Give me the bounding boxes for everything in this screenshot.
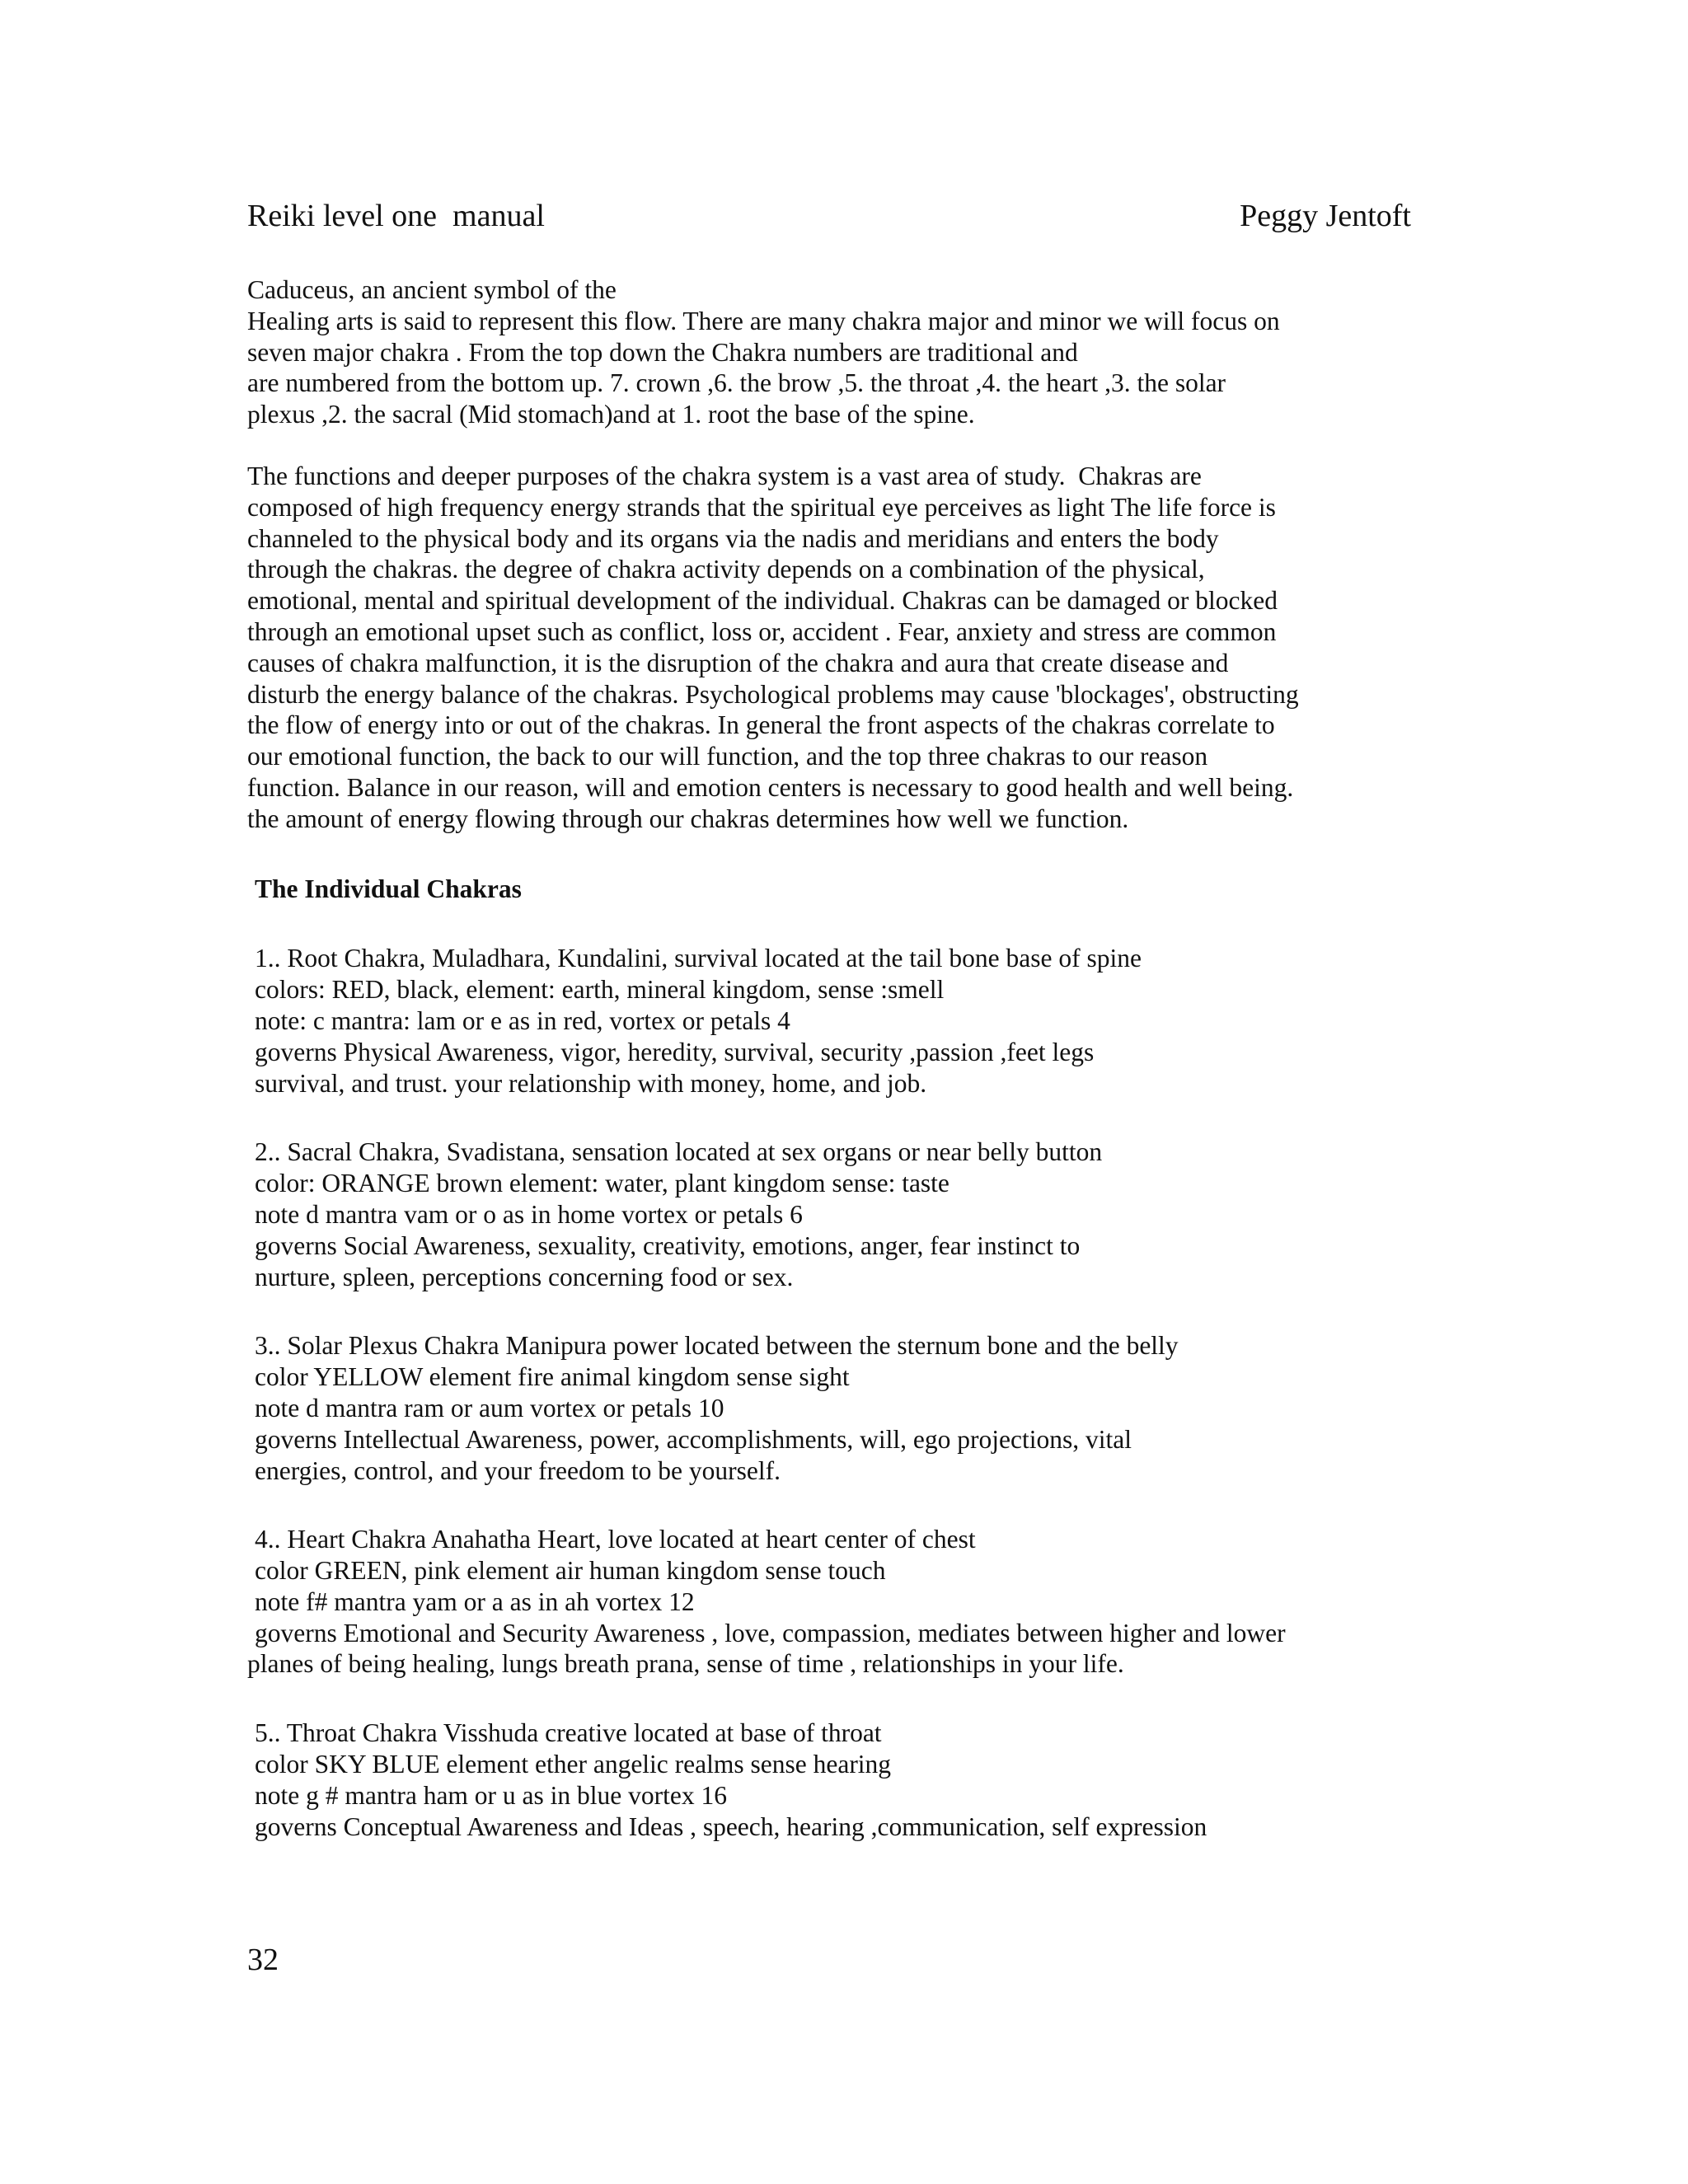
- chakra-entry-heart: [247, 1524, 1434, 1680]
- chakra-entry-root: [247, 943, 1434, 1099]
- chakra-line: planes of being healing, lungs breath prana, sense of time , relationships in your life.: [247, 1649, 1124, 1679]
- author-name: Peggy Jentoft: [1240, 199, 1411, 233]
- paragraph-line: composed of high frequency energy strands that the spiritual eye perceives as light The life force is: [247, 492, 1276, 522]
- chakra-line: governs Intellectual Awareness, power, accomplishments, will, ego projections, vital: [255, 1424, 1132, 1454]
- chakra-entry-solar-plexus: [247, 1330, 1434, 1486]
- paragraph-line: through the chakras. the degree of chakra activity depends on a combination of the physical,: [247, 555, 1205, 584]
- chakra-line: nurture, spleen, perceptions concerning food or sex.: [255, 1262, 794, 1291]
- paragraph-line: the flow of energy into or out of the chakras. In general the front aspects of the chakras correlate to: [247, 710, 1275, 740]
- section-heading: The Individual Chakras: [255, 874, 522, 903]
- paragraph-line: our emotional function, the back to our will function, and the top three chakras to our reason: [247, 742, 1208, 771]
- chakra-entry-throat: [247, 1718, 1434, 1842]
- chakra-line: governs Conceptual Awareness and Ideas , speech, hearing ,communication, self expression: [255, 1811, 1207, 1841]
- chakra-line: note f# mantra yam or a as in ah vortex 12: [255, 1586, 695, 1616]
- paragraph-line: the amount of energy flowing through our chakras determines how well we function.: [247, 804, 1129, 833]
- chakra-line: color: ORANGE brown element: water, plant kingdom sense: taste: [255, 1169, 950, 1198]
- page-number: 32: [247, 1943, 279, 1977]
- chakra-line: 5.. Throat Chakra Visshuda creative located at base of throat: [255, 1718, 882, 1748]
- chakra-line: 4.. Heart Chakra Anahatha Heart, love located at heart center of chest: [255, 1525, 976, 1554]
- chakra-line: 2.. Sacral Chakra, Svadistana, sensation located at sex organs or near belly button: [255, 1137, 1103, 1167]
- manual-title: Reiki level one manual: [247, 199, 545, 233]
- paragraph-line: are numbered from the bottom up. 7. crown ,6. the brow ,5. the throat ,4. the heart ,3. the solar: [247, 368, 1226, 398]
- chakra-line: governs Social Awareness, sexuality, creativity, emotions, anger, fear instinct to: [255, 1230, 1081, 1260]
- chakra-line: governs Physical Awareness, vigor, heredity, survival, security ,passion ,feet legs: [255, 1037, 1095, 1066]
- paragraph-line: function. Balance in our reason, will and emotion centers is necessary to good health and well being.: [247, 772, 1294, 802]
- paragraph-line: Caduceus, an ancient symbol of the: [247, 275, 617, 304]
- paragraph-line: seven major chakra . From the top down the Chakra numbers are traditional and: [247, 337, 1078, 367]
- paragraph-line: plexus ,2. the sacral (Mid stomach)and at 1. root the base of the spine.: [247, 400, 975, 429]
- chakra-line: survival, and trust. your relationship with money, home, and job.: [255, 1068, 927, 1098]
- chakra-line: note: c mantra: lam or e as in red, vortex or petals 4: [255, 1005, 790, 1035]
- chakra-line: color GREEN, pink element air human kingdom sense touch: [255, 1556, 886, 1586]
- paragraph-line: The functions and deeper purposes of the chakra system is a vast area of study. Chakras are: [247, 461, 1202, 490]
- chakra-line: 3.. Solar Plexus Chakra Manipura power located between the sternum bone and the belly: [255, 1331, 1179, 1361]
- chakra-line: color YELLOW element fire animal kingdom sense sight: [255, 1362, 850, 1392]
- page-header: [247, 194, 1411, 237]
- paragraph-line: Healing arts is said to represent this flow. There are many chakra major and minor we will focus on: [247, 306, 1280, 335]
- paragraph-line: channeled to the physical body and its organs via the nadis and meridians and enters the body: [247, 523, 1219, 553]
- chakra-line: energies, control, and your freedom to be yourself.: [255, 1455, 781, 1485]
- paragraph-line: through an emotional upset such as conflict, loss or, accident . Fear, anxiety and stress are common: [247, 616, 1277, 646]
- intro-paragraph: [247, 274, 1434, 430]
- chakra-line: color SKY BLUE element ether angelic realms sense hearing: [255, 1750, 892, 1779]
- chakra-entry-sacral: [247, 1137, 1434, 1292]
- chakra-line: 1.. Root Chakra, Muladhara, Kundalini, survival located at the tail bone base of spine: [255, 944, 1142, 973]
- paragraph-line: emotional, mental and spiritual development of the individual. Chakras can be damaged or blocked: [247, 586, 1278, 616]
- paragraph-line: causes of chakra malfunction, it is the disruption of the chakra and aura that create disease and: [247, 648, 1229, 677]
- chakra-line: colors: RED, black, element: earth, mineral kingdom, sense :smell: [255, 975, 945, 1005]
- chakra-line: note d mantra ram or aum vortex or petals 10: [255, 1393, 724, 1422]
- page-body: [247, 274, 1434, 1842]
- chakra-line: governs Emotional and Security Awareness , love, compassion, mediates between higher and lower: [255, 1618, 1286, 1647]
- chakra-line: note g # mantra ham or u as in blue vortex 16: [255, 1780, 727, 1810]
- paragraph-line: disturb the energy balance of the chakras. Psychological problems may cause 'blockages', obstructing: [247, 679, 1299, 709]
- chakra-line: note d mantra vam or o as in home vortex or petals 6: [255, 1199, 803, 1229]
- functions-paragraph: [247, 461, 1434, 835]
